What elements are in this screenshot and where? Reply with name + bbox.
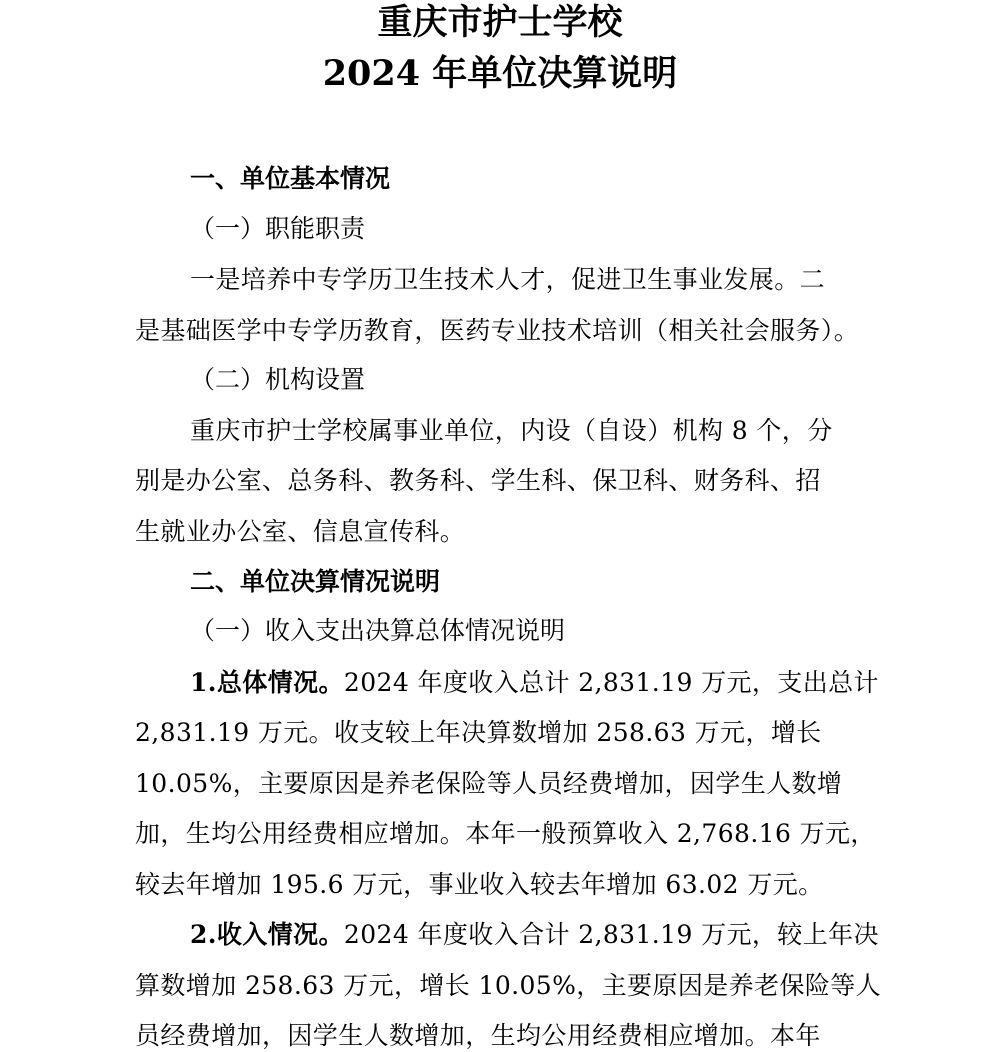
income-paragraph-line-2: 算数增加 258.63 万元，增长 10.05%，主要原因是养老保险等人 (135, 971, 882, 1000)
organization-paragraph-line-1: 重庆市护士学校属事业单位，内设（自设）机构 8 个，分 (190, 416, 833, 445)
duties-paragraph-line-2: 是基础医学中专学历教育，医药专业技术培训（相关社会服务）。 (135, 316, 860, 345)
overall-paragraph-line-3: 10.05%，主要原因是养老保险等人员经费增加，因学生人数增 (135, 769, 843, 798)
income-paragraph-line-3: 员经费增加，因学生人数增加，生均公用经费相应增加。本年 (135, 1021, 821, 1050)
section-2-subheading-overall: （一）收入支出决算总体情况说明 (190, 616, 566, 645)
document-title-line-1: 重庆市护士学校 (377, 2, 623, 43)
overall-paragraph-line-1 (190, 667, 879, 699)
overall-paragraph-line-4: 加，生均公用经费相应增加。本年一般预算收入 2,768.16 万元， (135, 819, 876, 848)
section-1-heading: 一、单位基本情况 (190, 164, 391, 193)
section-1-subheading-organization: （二）机构设置 (190, 365, 366, 394)
duties-paragraph-line-1: 一是培养中专学历卫生技术人才，促进卫生事业发展。二 (190, 265, 826, 294)
document-title-line-2: 2024 年单位决算说明 (322, 53, 678, 94)
overall-lead-label: 1.总体情况。 (190, 668, 344, 697)
income-lead-label: 2.收入情况。 (190, 920, 344, 949)
section-2-heading: 二、单位决算情况说明 (190, 567, 441, 596)
overall-paragraph-line-5: 较去年增加 195.6 万元，事业收入较去年增加 63.02 万元。 (135, 870, 824, 899)
overall-line-1-text: 2024 年度收入总计 2,831.19 万元，支出总计 (343, 668, 879, 697)
organization-paragraph-line-2: 别是办公室、总务科、教务科、学生科、保卫科、财务科、招 (135, 466, 821, 495)
organization-paragraph-line-3: 生就业办公室、信息宣传科。 (135, 517, 466, 546)
income-line-1-text: 2024 年度收入合计 2,831.19 万元，较上年决 (343, 920, 879, 949)
overall-paragraph-line-2: 2,831.19 万元。收支较上年决算数增加 258.63 万元，增长 (135, 718, 822, 747)
section-1-subheading-duties: （一）职能职责 (190, 214, 366, 243)
income-paragraph-line-1 (190, 919, 879, 951)
